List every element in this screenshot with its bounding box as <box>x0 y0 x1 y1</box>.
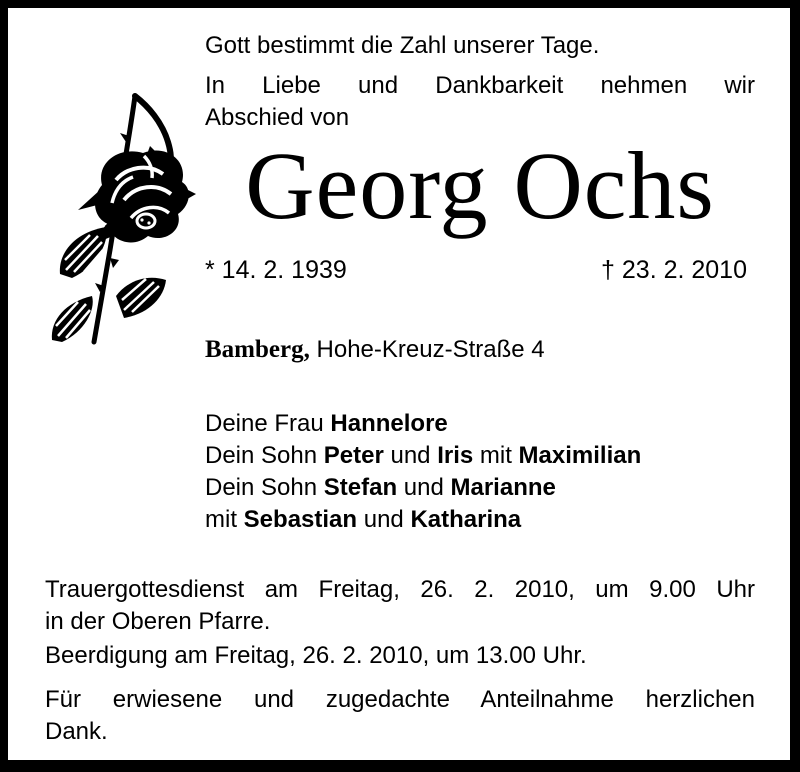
family-text: Dein Sohn <box>205 442 324 469</box>
intro-line-2: Abschied von <box>205 104 350 131</box>
family-name: Iris <box>437 442 474 469</box>
family-name: Hannelore <box>330 410 448 437</box>
service-line-3: Beerdigung am Freitag, 26. 2. 2010, um 13.00 Uhr. <box>45 642 587 669</box>
family-name: Maximilian <box>518 442 642 469</box>
family-text: und <box>397 474 451 501</box>
family-text: und <box>357 506 411 533</box>
thanks-line-2: Dank. <box>45 718 108 745</box>
address-street: Hohe-Kreuz-Straße 4 <box>316 336 545 363</box>
intro-line-1: In Liebe und Dankbarkeit nehmen wir <box>205 72 755 99</box>
thanks-line-1: Für erwiesene und zugedachte Anteilnahme herzlichen <box>45 686 755 713</box>
family-name: Sebastian <box>243 506 358 533</box>
death-date: † 23. 2. 2010 <box>601 256 747 284</box>
service-info <box>45 574 755 672</box>
thanks-note <box>45 684 755 748</box>
family-text: mit <box>205 506 244 533</box>
notice-content <box>8 8 790 748</box>
family-line <box>205 472 755 504</box>
family-text: mit <box>473 442 519 469</box>
family-line <box>205 408 755 440</box>
family-line <box>205 440 755 472</box>
intro-block <box>205 30 755 536</box>
family-list <box>205 408 755 536</box>
family-text: und <box>383 442 438 469</box>
family-name: Marianne <box>450 474 556 501</box>
family-name: Stefan <box>323 474 398 501</box>
dates-row <box>205 254 747 286</box>
service-line-1: Trauergottesdienst am Freitag, 26. 2. 2010, um 9.00 Uhr <box>45 576 755 603</box>
family-name: Katharina <box>410 506 522 533</box>
epigraph-line: Gott bestimmt die Zahl unserer Tage. <box>205 32 600 59</box>
service-line-2: in der Oberen Pfarre. <box>45 608 271 635</box>
address-line <box>205 334 755 366</box>
family-text: Deine Frau <box>205 410 331 437</box>
family-name: Peter <box>323 442 384 469</box>
deceased-name: Georg Ochs <box>245 132 715 239</box>
birth-date: * 14. 2. 1939 <box>205 256 347 284</box>
family-text: Dein Sohn <box>205 474 324 501</box>
address-city: Bamberg, <box>205 336 310 363</box>
family-line <box>205 504 755 536</box>
